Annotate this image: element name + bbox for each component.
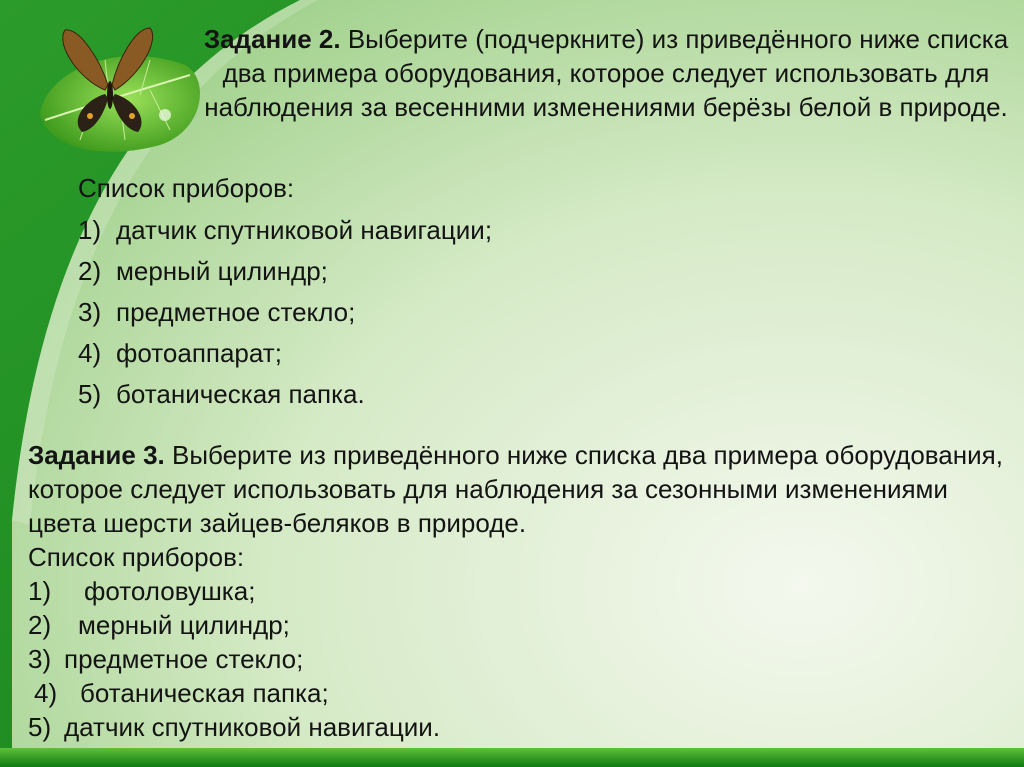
- task3-heading: [28, 438, 1008, 540]
- task3-label: Задание 3.: [28, 440, 165, 470]
- list-item: 5) датчик спутниковой навигации.: [28, 712, 441, 742]
- list-item: 3) предметное стекло;: [78, 297, 356, 327]
- task2-list-title: Список приборов:: [78, 173, 295, 203]
- list-item: 2) мерный цилиндр;: [28, 610, 290, 640]
- list-item: 5) ботаническая папка.: [78, 379, 365, 409]
- task3-list-title: Список приборов:: [28, 542, 245, 572]
- list-item: 4) ботаническая папка;: [34, 678, 329, 708]
- list-item: 3) предметное стекло;: [28, 644, 304, 674]
- task2-heading: [200, 22, 1012, 124]
- task2-device-list: [78, 210, 492, 415]
- task2-text: Выберите (подчеркните) из приведённого ниже списка два примера оборудования, которое следует использовать для наблюдения за весенними изменениями берёзы белой в природе.: [204, 24, 1009, 122]
- task3-text: Выберите из приведённого ниже списка два примера оборудования, которое следует использовать для наблюдения за сезонными изменениями цвета шерсти зайцев-беляков в природе.: [28, 440, 1003, 538]
- list-item: 2) мерный цилиндр;: [78, 256, 328, 286]
- list-item: 4) фотоаппарат;: [78, 338, 282, 368]
- task3-device-list: [28, 574, 440, 744]
- task2-label: Задание 2.: [203, 24, 341, 54]
- list-item: 1) фотоловушка;: [28, 576, 256, 606]
- list-item: 1) датчик спутниковой навигации;: [78, 215, 493, 245]
